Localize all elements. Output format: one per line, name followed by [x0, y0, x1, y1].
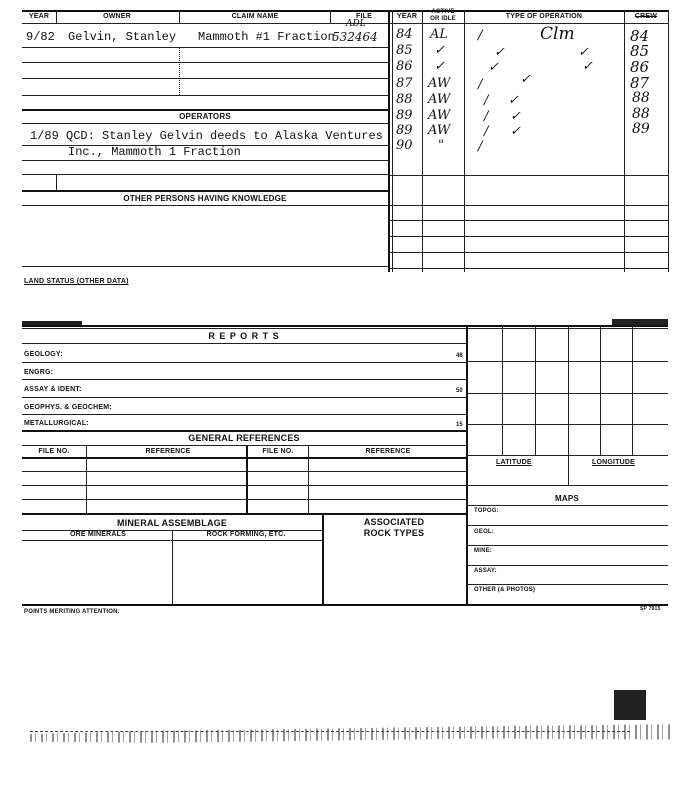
- header-claim-name: CLAIM NAME: [231, 13, 279, 20]
- record-file-prefix: ADL: [346, 19, 366, 29]
- general-references-title: GENERAL REFERENCES: [188, 433, 300, 443]
- header-crew: CREW: [634, 13, 658, 20]
- map-mine: MINE:: [474, 548, 492, 554]
- operators-label: OPERATORS: [179, 112, 231, 121]
- ref-reference-1: REFERENCE: [145, 448, 191, 455]
- map-other: OTHER (& PHOTOS): [474, 587, 536, 593]
- associated-label-2: ROCK TYPES: [363, 528, 425, 538]
- report-metallurgical: METALLURGICAL:: [24, 420, 89, 427]
- header-year-2: YEAR: [396, 13, 418, 20]
- form-number: SP 7915: [640, 606, 661, 612]
- points-meriting-label: POINTS MERITING ATTENTION:: [24, 609, 120, 615]
- report-geology-num: 48: [456, 353, 463, 359]
- map-geol: GEOL:: [474, 529, 494, 535]
- maps-title: MAPS: [555, 494, 579, 503]
- header-type-of-operation: TYPE OF OPERATION: [505, 13, 583, 20]
- header-owner: OWNER: [103, 13, 131, 20]
- header-year: YEAR: [28, 13, 50, 20]
- ref-reference-2: REFERENCE: [365, 448, 411, 455]
- header-active: ACTIVE: [431, 9, 455, 15]
- record-file-number: 532464: [332, 30, 378, 44]
- header-file: FILE: [356, 13, 372, 20]
- land-status-label: LAND STATUS (OTHER DATA): [24, 278, 129, 285]
- header-or-idle: OR IDLE: [430, 16, 456, 22]
- report-geophys: GEOPHYS. & GEOCHEM:: [24, 404, 112, 411]
- record-owner: Gelvin, Stanley: [68, 30, 177, 44]
- record-claim: Mammoth #1 Fraction: [198, 30, 335, 44]
- associated-label-1: ASSOCIATED: [363, 517, 425, 527]
- report-assay: ASSAY & IDENT:: [24, 386, 82, 393]
- report-engrg: ENGRG:: [24, 369, 54, 376]
- operators-line-2: Inc., Mammoth 1 Fraction: [68, 145, 241, 159]
- reports-title: R E P O R T S: [208, 331, 280, 341]
- map-assay: ASSAY:: [474, 568, 497, 574]
- map-topog: TOPOG:: [474, 508, 499, 514]
- report-geology: GEOLOGY:: [24, 351, 63, 358]
- report-assay-num: 50: [456, 388, 463, 394]
- ore-minerals-label: ORE MINERALS: [69, 531, 127, 538]
- operators-line-1: 1/89 QCD: Stanley Gelvin deeds to Alaska Ventures: [30, 129, 383, 143]
- mineral-assemblage-title: MINERAL ASSEMBLAGE: [116, 518, 228, 528]
- ref-file-no-2: FILE NO.: [262, 448, 294, 455]
- ref-file-no-1: FILE NO.: [38, 448, 70, 455]
- longitude-label: LONGITUDE: [592, 459, 636, 466]
- report-metallurgical-num: 15: [456, 422, 463, 428]
- other-persons-label: OTHER PERSONS HAVING KNOWLEDGE: [123, 194, 287, 203]
- rock-forming-label: ROCK FORMING, ETC.: [206, 531, 286, 538]
- record-year: 9/82: [26, 30, 55, 44]
- latitude-label: LATITUDE: [496, 459, 532, 466]
